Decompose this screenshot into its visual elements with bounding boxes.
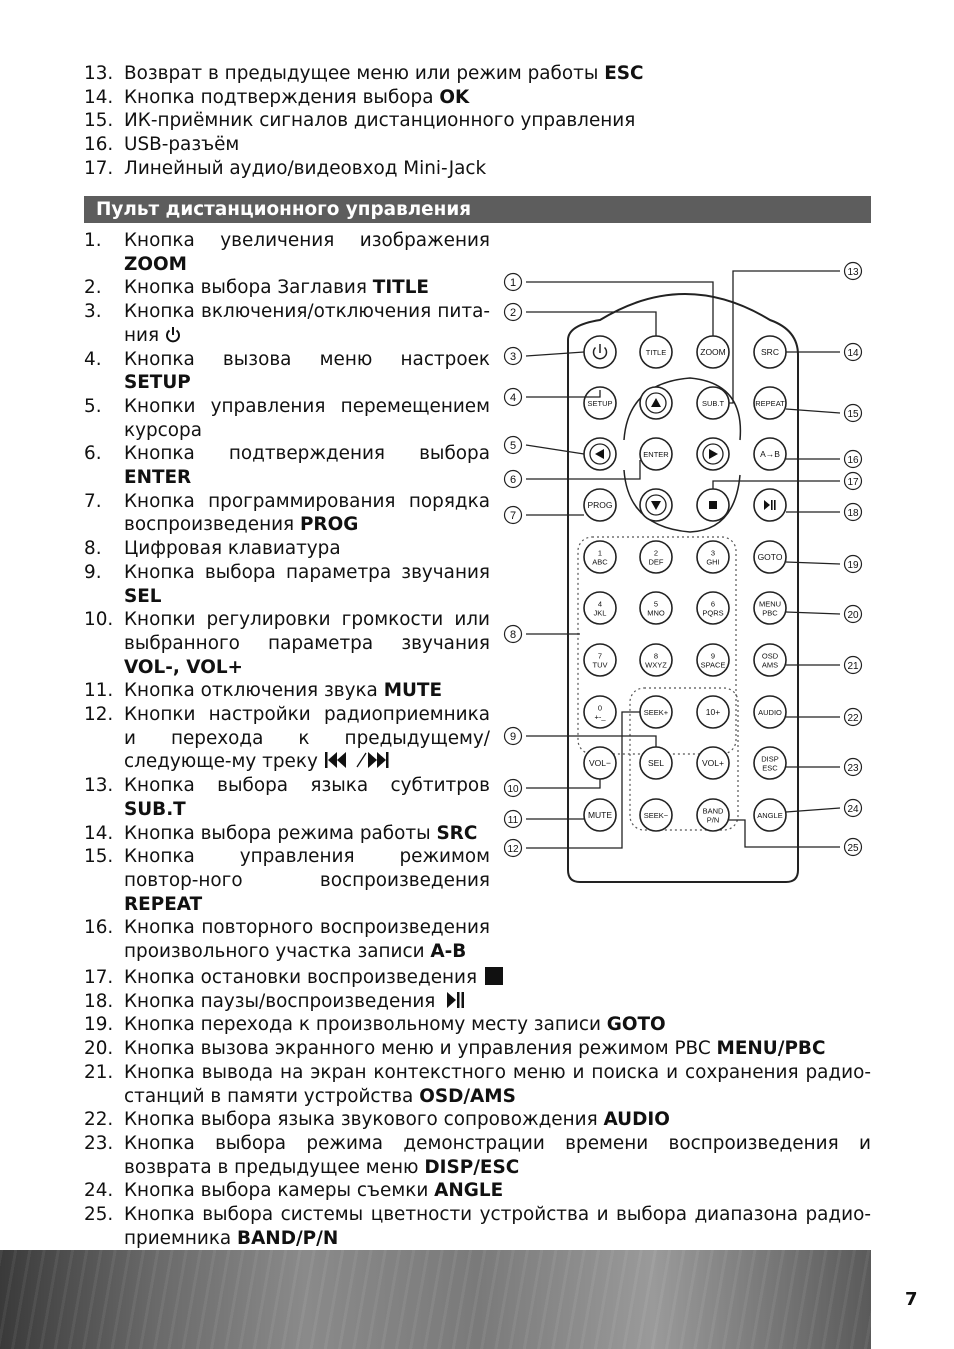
list-item	[84, 133, 644, 157]
list-item	[84, 703, 490, 774]
list-item	[84, 490, 490, 537]
button-label: TUV	[592, 660, 608, 670]
list-item	[84, 1108, 871, 1132]
button-label: DISP	[761, 754, 779, 764]
callout-number: 15	[847, 409, 859, 420]
list-item	[84, 679, 490, 703]
list-item	[84, 966, 871, 990]
remote-button-k3	[697, 541, 729, 573]
button-label: REPEAT	[755, 399, 785, 408]
remote-button-band	[697, 799, 729, 831]
button-label: ANGLE	[757, 811, 783, 820]
item-text: Возврат в предыдущее меню или режим работы ESC	[124, 63, 644, 84]
remote-button-menu	[754, 592, 786, 624]
callout-number: 22	[847, 713, 859, 724]
item-text: Кнопка управления режимом повтор-ного воспроизведения REPEAT	[124, 846, 490, 915]
list-item	[84, 845, 490, 916]
remote-diagram	[496, 258, 876, 898]
remote-button-k5	[640, 592, 672, 624]
remote-button-power	[584, 336, 616, 368]
item-text: Кнопка подтверждения выбора ENTER	[124, 443, 490, 489]
callout-number: 25	[847, 843, 859, 854]
item-text: Кнопка выбора системы цветности устройства и выбора диапазона радио-приемника BAND/P/N	[124, 1204, 871, 1249]
item-text: Кнопка вывода на экран контекстного меню и поиска и сохранения радио-станций в памяти устройства OSD/AMS	[124, 1061, 871, 1107]
callout-number: 8	[509, 629, 517, 641]
list-item	[84, 109, 644, 133]
button-label: 4	[597, 599, 603, 609]
button-label: SEEK+	[643, 708, 669, 717]
item-text: Кнопка выбора Заглавия TITLE	[124, 277, 429, 299]
button-label: MNO	[647, 608, 665, 618]
item-number: 15.	[84, 110, 114, 132]
button-label: MENU	[758, 599, 782, 609]
item-text: Кнопка выбора режима работы SRC	[124, 822, 478, 844]
item-keyword: VOL-, VOL+	[124, 656, 243, 678]
item-number: 11.	[84, 680, 114, 702]
item-text: Кнопка отключения звука MUTE	[124, 680, 443, 702]
item-keyword: GOTO	[606, 1014, 666, 1036]
item-number: 19.	[84, 1014, 114, 1036]
item-keyword: ESC	[604, 63, 644, 84]
page-number: 7	[905, 1289, 918, 1310]
remote-button-osd	[754, 644, 786, 676]
button-label: WXYZ	[645, 660, 667, 670]
callout-13	[729, 263, 862, 404]
remote-button-k7	[584, 644, 616, 676]
item-keyword: ZOOM	[124, 253, 187, 275]
button-label: SUB.T	[701, 399, 725, 408]
power-icon	[165, 326, 181, 343]
nav-left-button	[584, 438, 616, 470]
item-text: Кнопка выбора языка субтитров SUB.T	[124, 775, 490, 820]
item-text: USB-разъём	[124, 134, 240, 156]
section-title: Пульт дистанционного управления	[84, 196, 871, 223]
callout-number: 14	[847, 348, 859, 359]
item-number: 2.	[84, 277, 102, 299]
callout-1	[505, 274, 714, 337]
button-label: SETUP	[587, 399, 613, 408]
list-item	[84, 62, 644, 86]
item-keyword: SRC	[436, 822, 478, 844]
callout-12	[505, 712, 641, 857]
remote-button-ten	[697, 696, 729, 728]
item-text: Кнопка вызова экранного меню и управления режимом PBC MENU/PBC	[124, 1038, 826, 1060]
list-item	[84, 916, 490, 963]
item-number: 25.	[84, 1204, 114, 1226]
remote-button-audio	[754, 696, 786, 728]
button-label: VOL+	[702, 758, 724, 768]
button-label: TITLE	[645, 348, 667, 357]
item-number: 16.	[84, 134, 114, 156]
list-item	[84, 348, 490, 395]
callout-number: 17	[847, 477, 859, 488]
item-text: Кнопка остановки воспроизведения	[124, 966, 871, 990]
item-number: 13.	[84, 63, 114, 84]
list-item	[84, 395, 490, 442]
item-number: 20.	[84, 1038, 114, 1060]
item-keyword: PROG	[299, 514, 359, 536]
item-keyword: SEL	[124, 585, 162, 607]
stop-icon	[483, 967, 503, 985]
remote-button-src	[754, 336, 786, 368]
item-number: 22.	[84, 1109, 114, 1131]
item-number: 1.	[84, 230, 102, 251]
remote-button-volp	[697, 747, 729, 779]
nav-down-button	[640, 489, 672, 521]
button-label: JKL	[593, 608, 607, 618]
callout-10	[505, 779, 601, 797]
item-text: Кнопка перехода к произвольному месту записи GOTO	[124, 1014, 666, 1036]
play-pause-button	[754, 489, 786, 521]
list-item	[84, 1203, 871, 1250]
item-keyword: OK	[439, 86, 470, 108]
list-item	[84, 229, 490, 276]
button-label: AMS	[761, 660, 779, 670]
item-number: 17.	[84, 967, 114, 988]
remote-button-prog	[584, 489, 616, 521]
list-item	[84, 774, 490, 821]
callout-number: 2	[509, 307, 517, 319]
list-item	[84, 608, 490, 679]
item-text: Кнопка выбора языка звукового сопровождения AUDIO	[124, 1109, 670, 1131]
button-label: 1	[597, 548, 603, 558]
item-text: Кнопка паузы/воспроизведения	[124, 990, 871, 1014]
remote-button-volm	[584, 747, 616, 779]
remote-list-continued	[84, 966, 871, 1250]
button-label: PBC	[762, 608, 778, 618]
button-label: 10+	[705, 707, 721, 717]
item-number: 4.	[84, 348, 102, 370]
stop-icon	[709, 501, 717, 509]
list-item	[84, 86, 644, 110]
remote-button-disp	[754, 747, 786, 779]
remote-body	[568, 294, 798, 882]
list-item	[84, 157, 644, 181]
item-keyword: DISP/ESC	[424, 1156, 520, 1178]
item-text: Кнопка повторного воспроизведения произвольного участка записи A-B	[124, 917, 490, 963]
item-text: Линейный аудио/видеовход Mini-Jack	[124, 157, 487, 179]
item-number: 3.	[84, 301, 102, 323]
button-label: MUTE	[587, 810, 613, 820]
button-label: P/N	[706, 815, 720, 825]
callout-number: 11	[507, 815, 519, 826]
nav-up-button	[640, 387, 672, 419]
callout-number: 18	[847, 508, 859, 519]
list-item	[84, 990, 871, 1014]
item-text: ИК-приёмник сигналов дистанционного управления	[124, 110, 636, 132]
item-number: 17.	[84, 157, 114, 179]
item-number: 13.	[84, 775, 114, 797]
button-label: DEF	[648, 557, 664, 567]
button-label: SRC	[761, 347, 779, 357]
nav-right-button	[697, 438, 729, 470]
item-number: 18.	[84, 990, 114, 1012]
button-label: SEEK−	[643, 811, 669, 820]
button-label: AUDIO	[758, 708, 782, 717]
list-item	[84, 1013, 871, 1037]
callout-number: 12	[507, 844, 519, 855]
item-text: Кнопка выбора камеры съемки ANGLE	[124, 1180, 504, 1202]
item-number: 14.	[84, 822, 114, 844]
item-number: 9.	[84, 561, 102, 583]
callout-11	[505, 811, 585, 828]
button-label: GHI	[706, 557, 720, 567]
stop-button	[697, 489, 729, 521]
item-number: 14.	[84, 86, 114, 108]
callout-2	[505, 304, 657, 337]
button-label: OSD	[761, 651, 779, 661]
list-item	[84, 1179, 871, 1203]
remote-button-zoom	[697, 336, 729, 368]
remote-button-k8	[640, 644, 672, 676]
item-keyword: A-B	[430, 941, 467, 963]
callout-number: 20	[847, 610, 859, 621]
callout-number: 9	[509, 731, 517, 743]
item-keyword: MUTE	[383, 680, 443, 702]
remote-button-k4	[584, 592, 616, 624]
item-text: Кнопки управления перемещением курсора	[124, 395, 490, 441]
item-number: 16.	[84, 917, 114, 939]
item-number: 21.	[84, 1061, 114, 1083]
prev-next-icon	[324, 751, 404, 769]
item-number: 23.	[84, 1132, 114, 1154]
item-keyword: AUDIO	[603, 1109, 670, 1131]
remote-button-seekp	[640, 696, 672, 728]
callout-number: 4	[509, 392, 517, 404]
remote-button-k0	[584, 696, 616, 728]
callout-number: 21	[847, 661, 859, 672]
button-label: PROG	[587, 500, 613, 510]
item-text: Кнопка подтверждения выбора OK	[124, 86, 470, 108]
callout-7	[505, 507, 585, 524]
remote-button-angle	[754, 799, 786, 831]
remote-button-k1	[584, 541, 616, 573]
item-keyword: MENU/PBC	[716, 1038, 826, 1060]
remote-button-k9	[697, 644, 729, 676]
item-keyword: OSD/AMS	[419, 1085, 516, 1107]
play-pause-icon	[441, 991, 465, 1009]
list-item	[84, 442, 490, 489]
button-label: 3	[710, 548, 716, 558]
item-keyword: SETUP	[124, 372, 191, 394]
item-number: 15.	[84, 846, 114, 868]
button-label: PQRS	[702, 608, 724, 618]
callout-17	[713, 473, 862, 490]
item-text: Кнопки регулировки громкости или выбранного параметра звучания VOL-, VOL+	[124, 609, 490, 678]
remote-button-k6	[697, 592, 729, 624]
callout-number: 24	[847, 804, 859, 815]
callout-number: 16	[847, 455, 859, 466]
callout-5	[505, 437, 585, 455]
item-keyword: ENTER	[124, 467, 192, 489]
item-text: Кнопка вызова меню настроек SETUP	[124, 348, 490, 394]
item-keyword: REPEAT	[124, 893, 203, 915]
button-label: 5	[653, 599, 659, 609]
list-item	[84, 537, 490, 561]
remote-list	[84, 229, 490, 964]
button-label: ZOOM	[700, 347, 726, 357]
callout-number: 23	[847, 763, 859, 774]
remote-button-repeat	[754, 387, 786, 419]
remote-button-sel	[640, 747, 672, 779]
item-keyword: TITLE	[372, 277, 429, 299]
remote-button-subt	[697, 387, 729, 419]
item-number: 12.	[84, 704, 114, 726]
list-item	[84, 1061, 871, 1108]
item-number: 8.	[84, 538, 102, 560]
callout-number: 7	[509, 510, 517, 522]
callout-number: 6	[509, 474, 517, 486]
button-label: SPACE	[700, 660, 726, 670]
item-text: Кнопки настройки радиоприемника и перехода к предыдущему/следующе-му треку	[124, 704, 490, 773]
remote-button-mute	[584, 799, 616, 831]
button-label: SEL	[647, 758, 665, 768]
item-text: Кнопка увеличения изображения ZOOM	[124, 230, 490, 275]
button-label: BAND	[702, 806, 724, 816]
callout-number: 10	[507, 784, 519, 795]
button-label: VOL−	[589, 758, 611, 768]
item-keyword: BAND/P/N	[237, 1227, 339, 1249]
item-number: 24.	[84, 1180, 114, 1202]
button-label: A→B	[760, 449, 780, 459]
button-label: +-_	[594, 712, 606, 722]
item-text: Кнопка выбора режима демонстрации времени воспроизведения и возврата в предыдущее меню DISP/ESC	[124, 1132, 871, 1178]
button-label: 8	[653, 651, 659, 661]
button-label: 2	[653, 548, 659, 558]
list-item	[84, 1037, 871, 1061]
callout-3	[505, 348, 585, 365]
item-number: 6.	[84, 443, 102, 465]
list-item	[84, 276, 490, 300]
callout-number: 13	[847, 267, 859, 278]
item-text: Кнопка выбора параметра звучания SEL	[124, 561, 490, 607]
button-label: ENTER	[643, 450, 669, 459]
button-label: ESC	[762, 763, 778, 773]
callout-number: 3	[509, 351, 517, 363]
remote-button-ab	[754, 438, 786, 470]
remote-button-k2	[640, 541, 672, 573]
footer-decoration	[0, 1250, 871, 1349]
button-label: 7	[597, 651, 603, 661]
callout-25	[729, 820, 862, 856]
item-keyword: SUB.T	[124, 798, 186, 820]
item-text: Кнопка включения/отключения пита-ния	[124, 301, 490, 346]
callout-number: 1	[509, 277, 517, 289]
callout-number: 5	[509, 440, 517, 452]
button-label: 0	[597, 703, 603, 713]
item-text: Кнопка программирования порядка воспроизведения PROG	[124, 490, 490, 536]
remote-button-enter	[640, 438, 672, 470]
list-item	[84, 300, 490, 347]
button-label: 9	[710, 651, 716, 661]
remote-button-title	[640, 336, 672, 368]
item-number: 10.	[84, 609, 114, 631]
item-text: Цифровая клавиатура	[124, 538, 341, 560]
item-number: 7.	[84, 490, 102, 512]
item-number: 5.	[84, 395, 102, 417]
callout-6	[505, 460, 641, 488]
list-item	[84, 822, 490, 846]
item-keyword: ANGLE	[434, 1180, 504, 1202]
remote-button-seekm	[640, 799, 672, 831]
callout-9	[505, 728, 657, 748]
list-item	[84, 1132, 871, 1179]
button-label: GOTO	[757, 552, 783, 562]
list-item	[84, 561, 490, 608]
callout-number: 19	[847, 560, 859, 571]
remote-button-goto	[754, 541, 786, 573]
button-label: 6	[710, 599, 716, 609]
continued-list	[84, 62, 644, 181]
button-label: ABC	[592, 557, 608, 567]
